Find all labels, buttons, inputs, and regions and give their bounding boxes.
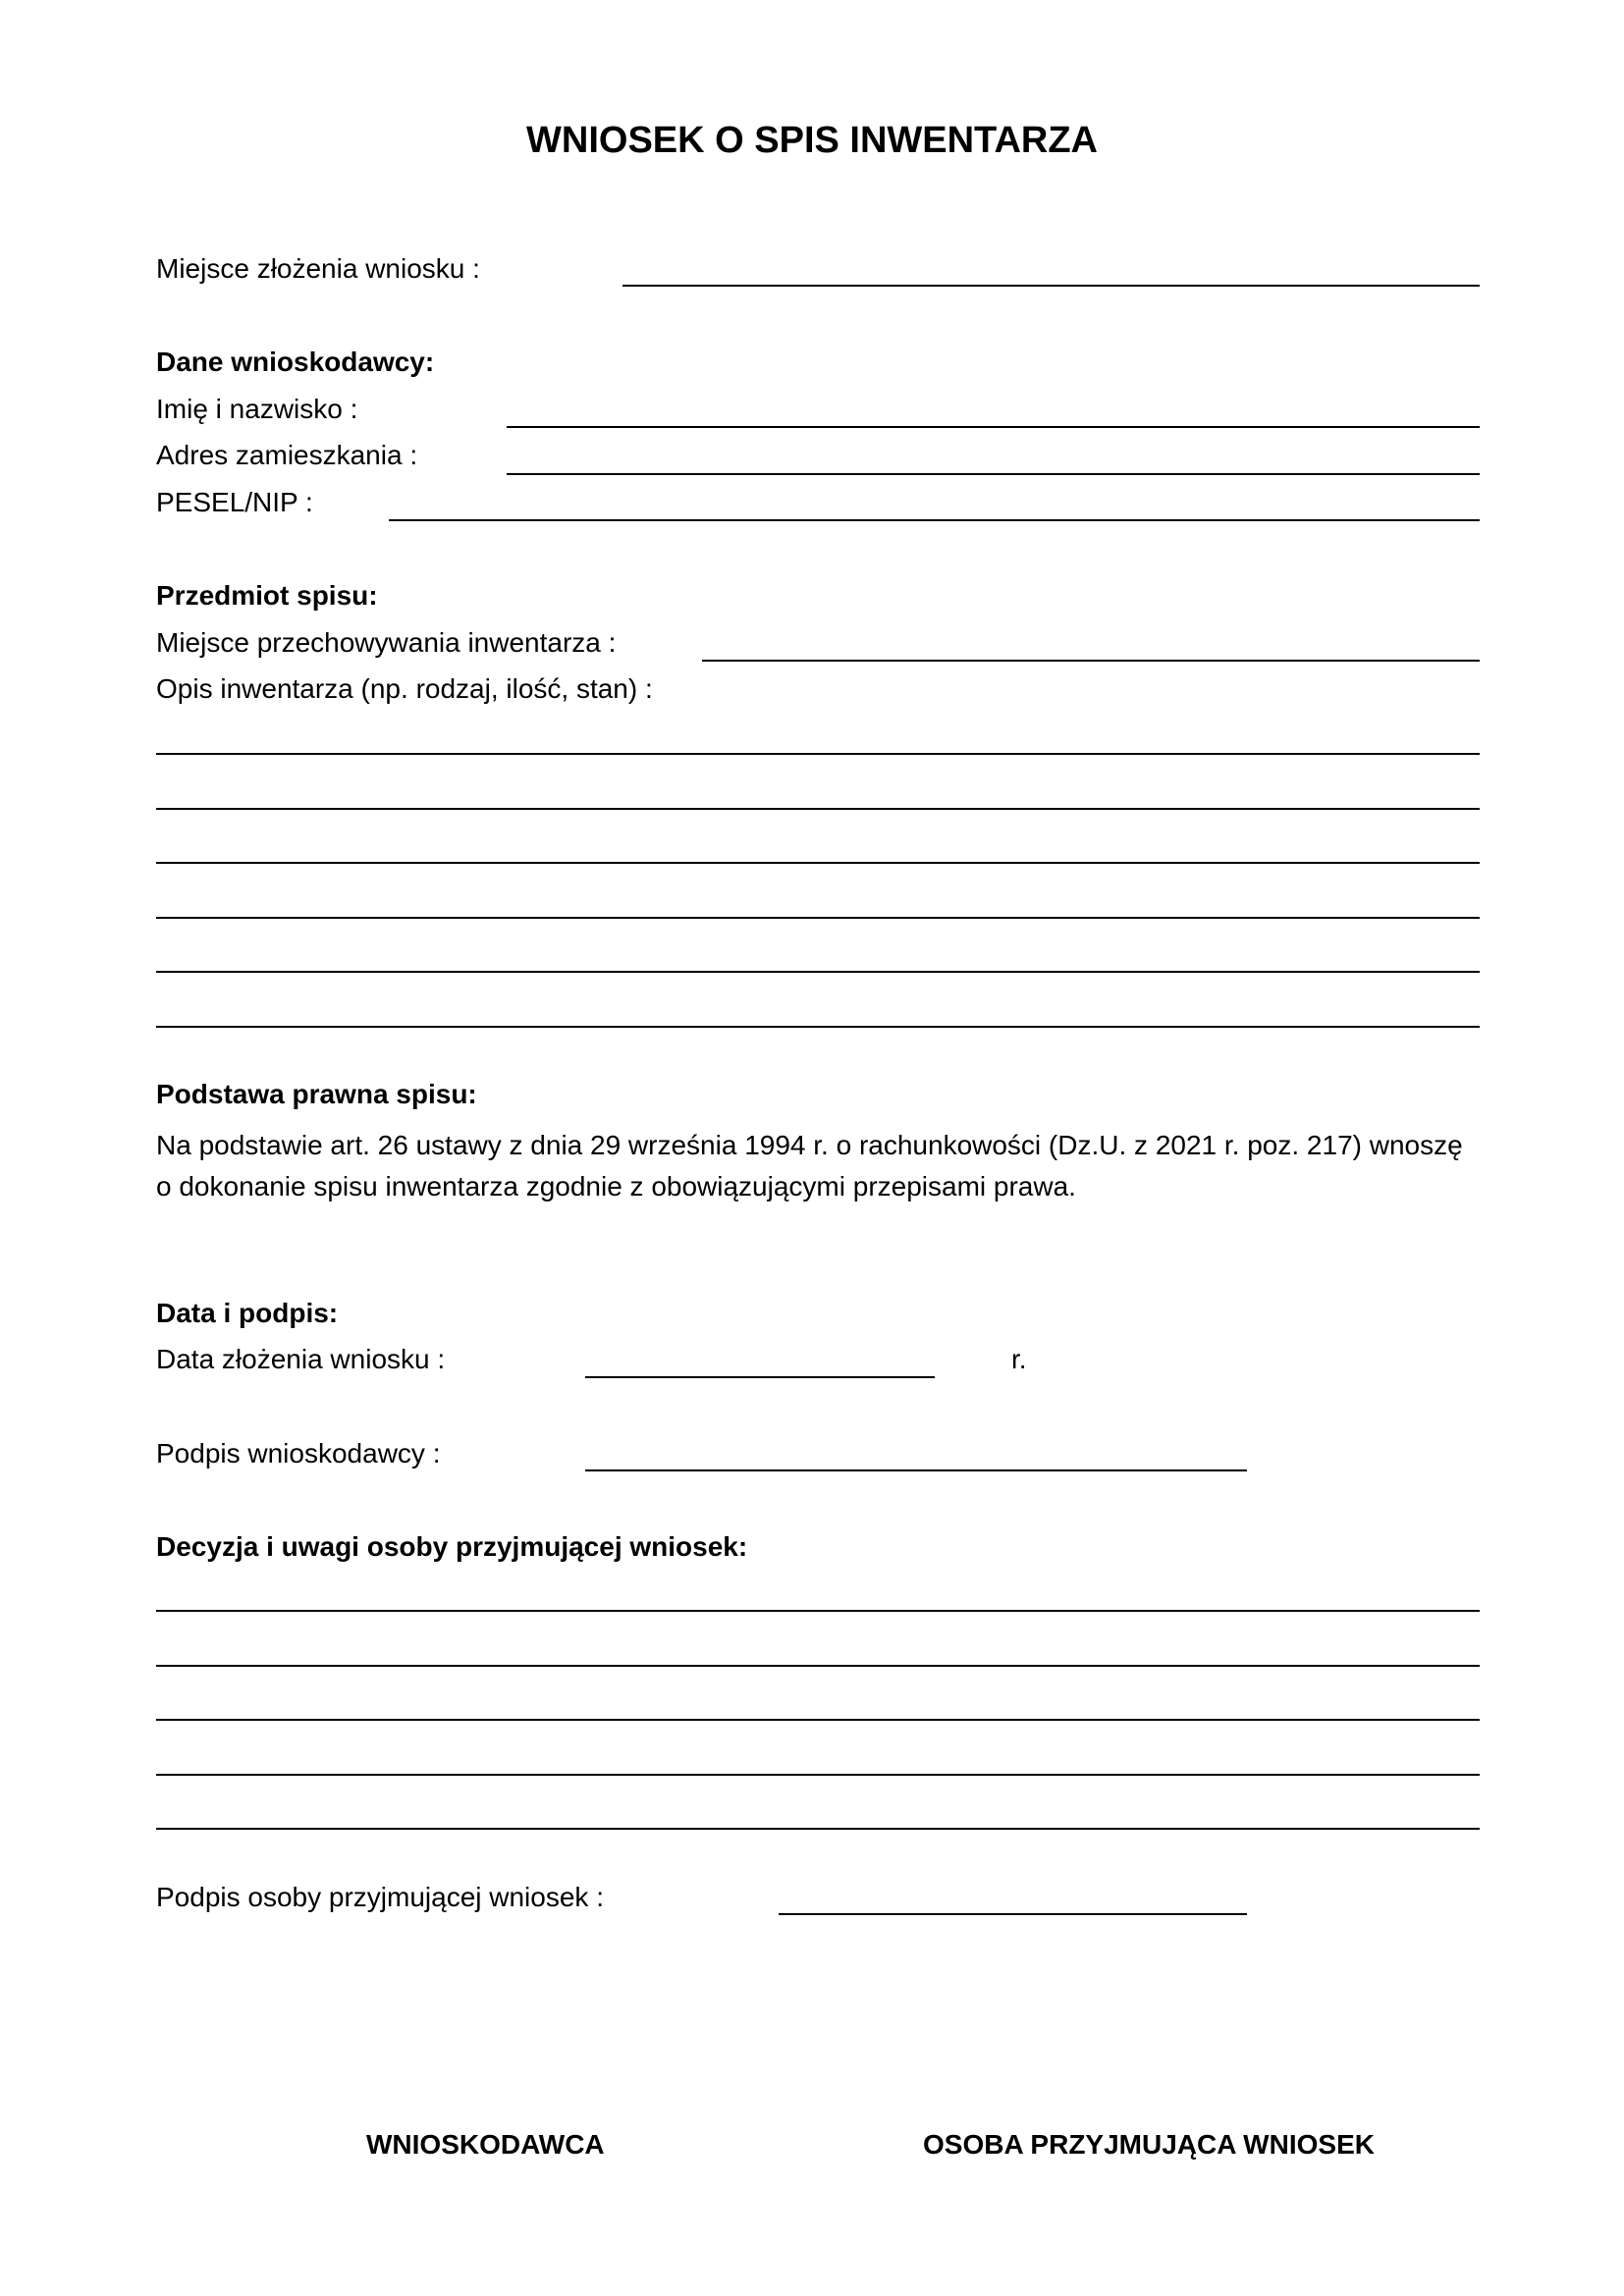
decision-heading: Decyzja i uwagi osoby przyjmującej wniosek: xyxy=(156,1531,748,1562)
applicant-data-heading: Dane wnioskodawcy: xyxy=(156,347,435,377)
inventory-description-line-2[interactable] xyxy=(156,808,1480,810)
decision-line-3[interactable] xyxy=(156,1719,1480,1721)
inventory-subject-heading: Przedmiot spisu: xyxy=(156,580,378,611)
decision-line-2[interactable] xyxy=(156,1665,1480,1667)
full-name-label: Imię i nazwisko : xyxy=(156,394,358,424)
inventory-description-line-4[interactable] xyxy=(156,917,1480,919)
place-of-submission-label: Miejsce złożenia wniosku : xyxy=(156,253,480,284)
inventory-description-line-5[interactable] xyxy=(156,971,1480,973)
inventory-description-line-6[interactable] xyxy=(156,1026,1480,1028)
submission-date-field[interactable] xyxy=(585,1376,935,1378)
address-label: Adres zamieszkania : xyxy=(156,440,418,470)
storage-location-field[interactable] xyxy=(702,660,1480,662)
full-name-field[interactable] xyxy=(507,426,1480,428)
date-signature-heading: Data i podpis: xyxy=(156,1298,339,1328)
storage-location-label: Miejsce przechowywania inwentarza : xyxy=(156,627,617,658)
pesel-nip-label: PESEL/NIP : xyxy=(156,487,313,517)
applicant-signature-label: Podpis wnioskodawcy : xyxy=(156,1438,441,1468)
submission-date-label: Data złożenia wniosku : xyxy=(156,1344,446,1374)
place-of-submission-field[interactable] xyxy=(623,285,1480,287)
inventory-description-line-1[interactable] xyxy=(156,753,1480,755)
address-field[interactable] xyxy=(507,473,1480,475)
document-title: WNIOSEK O SPIS INWENTARZA xyxy=(526,120,1098,161)
footer-applicant: WNIOSKODAWCA xyxy=(366,2129,605,2160)
date-suffix: r. xyxy=(1011,1344,1027,1374)
decision-line-1[interactable] xyxy=(156,1610,1480,1612)
receiver-signature-label: Podpis osoby przyjmującej wniosek : xyxy=(156,1882,604,1912)
inventory-description-label: Opis inwentarza (np. rodzaj, ilość, stan) : xyxy=(156,673,653,704)
legal-basis-text xyxy=(156,1125,1491,1207)
decision-line-5[interactable] xyxy=(156,1828,1480,1830)
footer-receiver: OSOBA PRZYJMUJĄCA WNIOSEK xyxy=(923,2129,1375,2160)
applicant-signature-field[interactable] xyxy=(585,1469,1247,1471)
legal-basis-heading: Podstawa prawna spisu: xyxy=(156,1079,477,1109)
legal-basis-line-1: Na podstawie art. 26 ustawy z dnia 29 września 1994 r. o rachunkowości (Dz.U. z 2021 r. poz. 217) wnoszę xyxy=(156,1130,1463,1160)
inventory-description-line-3[interactable] xyxy=(156,862,1480,864)
pesel-nip-field[interactable] xyxy=(389,519,1480,521)
legal-basis-line-2: o dokonanie spisu inwentarza zgodnie z obowiązującymi przepisami prawa. xyxy=(156,1171,1076,1201)
decision-line-4[interactable] xyxy=(156,1774,1480,1776)
receiver-signature-field[interactable] xyxy=(779,1913,1247,1915)
